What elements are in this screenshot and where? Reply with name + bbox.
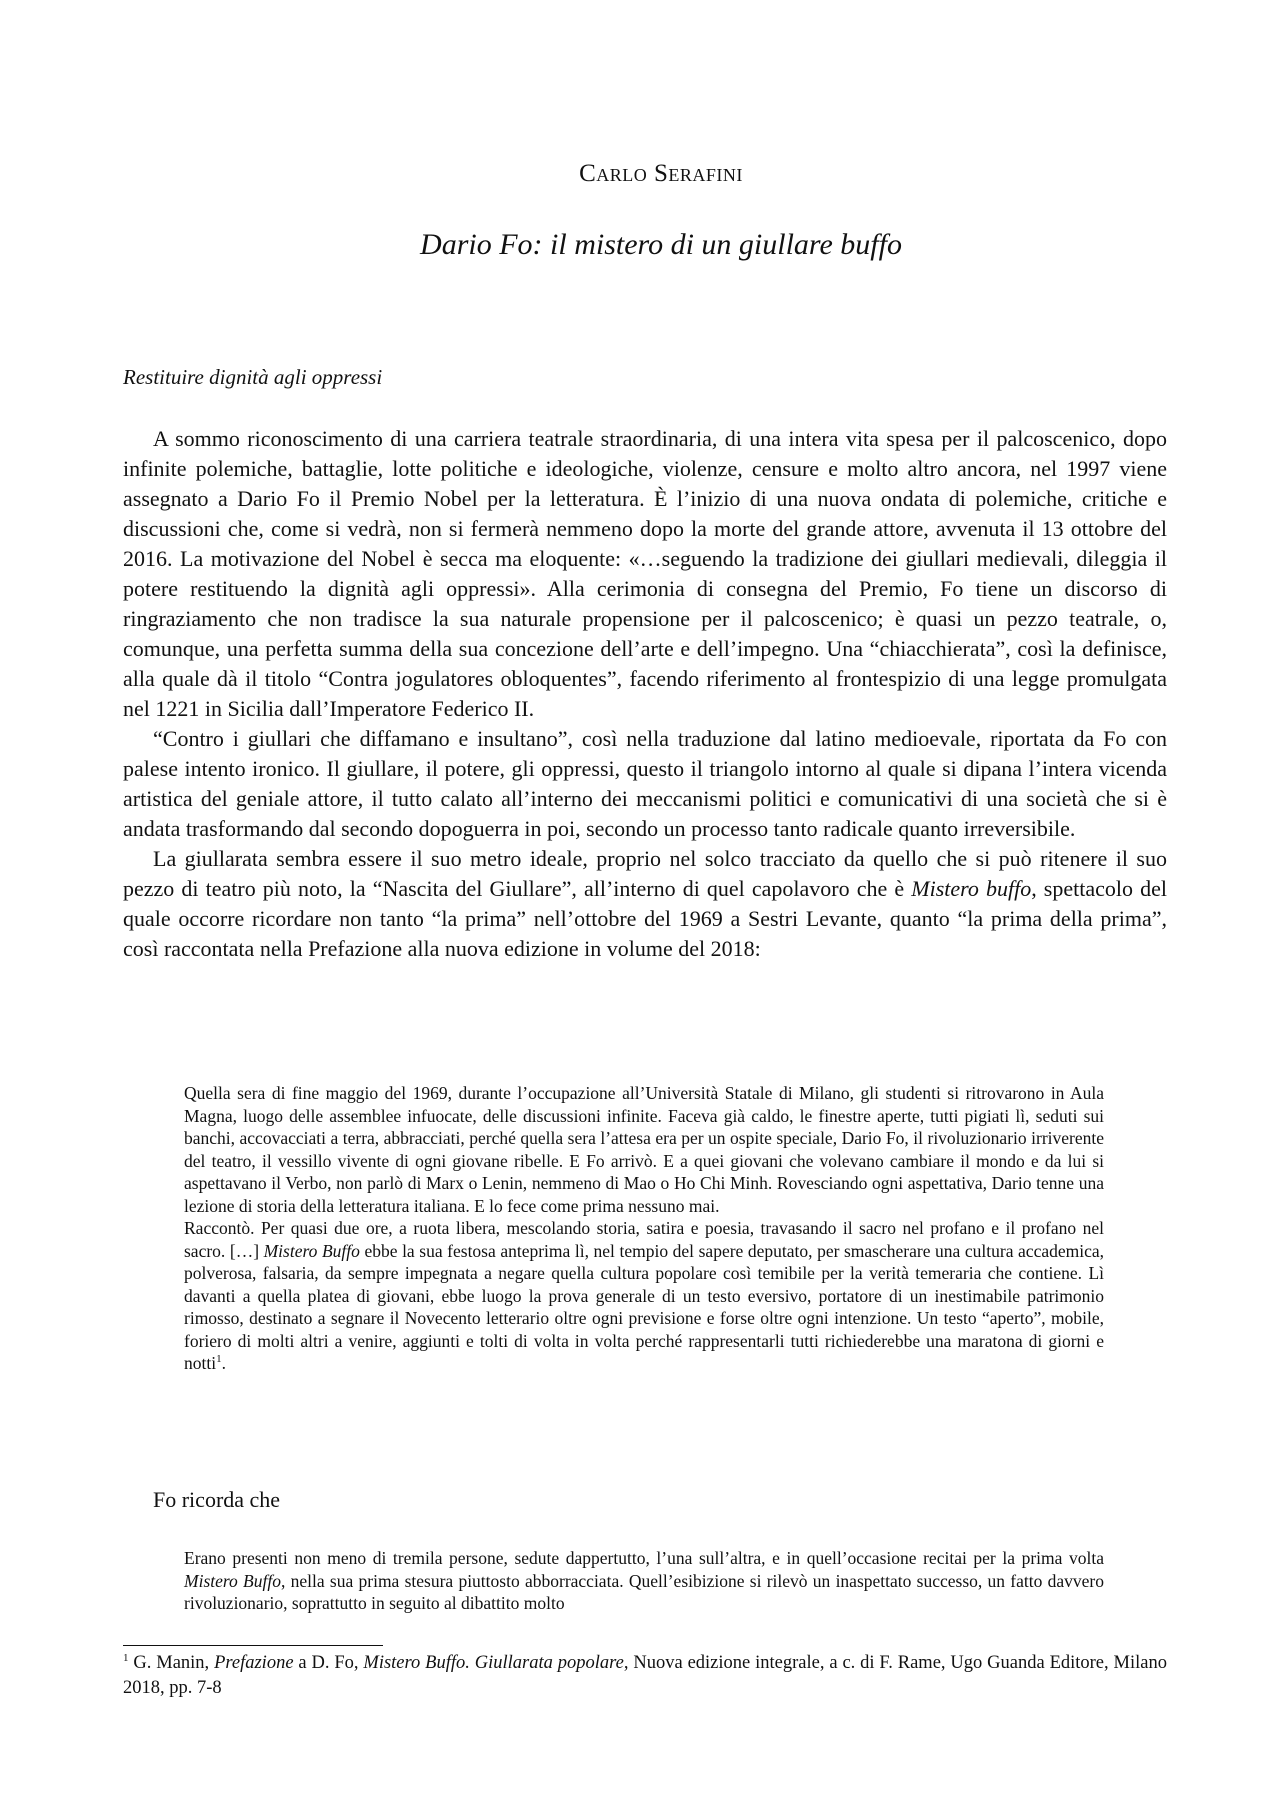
quote2-text-b: , nella sua prima stesura piuttosto abborracciata. Quell’esibizione si rilevò un inaspettato successo, un fatto davvero rivoluzionario, soprattutto in seguito al dibattito molto: [184, 1570, 1104, 1613]
footnote-italic-2: Mistero Buffo. Giullarata popolare: [363, 1653, 624, 1673]
footnote-italic-1: Prefazione: [214, 1653, 294, 1673]
lead-text: Fo ricorda che: [153, 1487, 281, 1512]
article-title: Dario Fo: il mistero di un giullare buffo: [420, 228, 902, 261]
quote-italic: Mistero Buffo: [263, 1240, 360, 1261]
footnote: [123, 1651, 1167, 1701]
paragraph-3-text-a: La giullarata sembra essere il suo metro ideale, proprio nel solco tracciato da quello che si può ritenere il suo pezzo di teatro più noto, la “Nascita del Giullare”, all’interno di quel capolavoro che è: [123, 846, 1167, 901]
block-quote-1-paragraph-1: Quella sera di fine maggio del 1969, durante l’occupazione all’Università Statale di Milano, gli studenti si ritrovarono in Aula Magna, luogo delle assemblee infuocate, delle discussioni infinite. Faceva già caldo, le finestre aperte, tutti pigiati lì, seduti sui banchi, accovacciati a terra, abbracciati, perché quella sera l’attesa era per un ospite speciale, Dario Fo, il rivoluzionario irriverente del teatro, il vessillo vivente di ogni giovane ribelle. E Fo arrivò. E a quei giovani che volevano cambiare il mondo e da lui si aspettavano il Verbo, non parlò di Marx o Lenin, nemmeno di Mao o Ho Chi Minh. Rovesciando ogni aspettativa, Dario tenne una lezione di storia della letteratura italiana. E lo fece come prima nessuno mai.: [184, 1083, 1104, 1216]
body-text: [123, 424, 1167, 964]
block-quote-1: [184, 1082, 1104, 1375]
footnote-text-c: , Nuova edizione integrale, a c. di F. Rame, Ugo Guanda Editore, Milano 2018, pp. 7-8: [123, 1653, 1167, 1698]
quote2-text-a: Erano presenti non meno di tremila persone, sedute dappertutto, l’una sull’altra, e in quell’occasione recitai per la prima volta: [184, 1548, 1104, 1568]
paragraph-3-text-b: , spettacolo del quale occorre ricordare non tanto “la prima” nell’ottobre del 1969 a Sestri Levante, quanto “la prima della prima”, così raccontata nella Prefazione alla nuova edizione in volume del 2018:: [123, 876, 1167, 961]
footnote-mark: 1: [123, 1651, 129, 1664]
section-heading: Restituire dignità agli oppressi: [123, 365, 383, 389]
quote-text-a: Raccontò. Per quasi due ore, a ruota libera, mescolando storia, satira e poesia, travasando il sacro nel profano e il profano nel sacro. […]: [184, 1218, 1104, 1261]
block-quote-1-paragraph-2: [184, 1217, 1104, 1375]
author-name: Carlo Serafini: [579, 160, 743, 187]
block-quote-2: [184, 1547, 1104, 1615]
paragraph-1: A sommo riconoscimento di una carriera teatrale straordinaria, di una intera vita spesa per il palcoscenico, dopo infinite polemiche, battaglie, lotte politiche e ideologiche, violenze, censure e molto altro ancora, nel 1997 viene assegnato a Dario Fo il Premio Nobel per la letteratura. È l’inizio di una nuova ondata di polemiche, critiche e discussioni che, come si vedrà, non si fermerà nemmeno dopo la morte del grande attore, avvenuta il 13 ottobre del 2016. La motivazione del Nobel è secca ma eloquente: «…seguendo la tradizione dei giullari medievali, dileggia il potere restituendo la dignità agli oppressi». Alla cerimonia di consegna del Premio, Fo tiene un discorso di ringraziamento che non tradisce la sua naturale propensione per il palcoscenico; è quasi un pezzo teatrale, o, comunque, una perfetta summa della sua concezione dell’arte e dell’impegno. Una “chiacchierata”, così la definisce, alla quale dà il titolo “Contra jogulatores obloquentes”, facendo riferimento al frontespizio di una legge promulgata nel 1221 in Sicilia dall’Imperatore Federico II.: [123, 426, 1167, 721]
quote-text-b: ebbe la sua festosa anteprima lì, nel tempio del sapere deputato, per smascherare una cultura accademica, polverosa, falsaria, da sempre impegnata a negare quella cultura popolare così temibile per la verità temeraria che contiene. Lì davanti a quella platea di giovani, ebbe luogo la prova generale di un testo eversivo, portatore di un inestimabile patrimonio rimosso, destinato a segnare il Novecento letterario oltre ogni previsione e forse oltre ogni intenzione. Un testo “aperto”, mobile, foriero di molti altri a venire, aggiunti e tolti di volta in volta perché rappresentarli tutti richiederebbe una maratona di giorni e notti: [184, 1240, 1105, 1373]
quote2-italic: Mistero Buffo: [184, 1570, 281, 1591]
footnote-text-b: a D. Fo,: [293, 1653, 364, 1673]
quote-end: .: [221, 1353, 226, 1373]
footnote-divider: [123, 1645, 383, 1646]
footnote-reference[interactable]: 1: [216, 1353, 222, 1366]
block-quote-2-paragraph: [184, 1547, 1104, 1615]
paragraph-3: [123, 844, 1167, 964]
footnote-text-a: G. Manin,: [128, 1653, 215, 1673]
paragraph-3-italic: Mistero buffo: [911, 876, 1032, 901]
paragraph-2: “Contro i giullari che diffamano e insultano”, così nella traduzione dal latino medioevale, riportata da Fo con palese intento ironico. Il giullare, il potere, gli oppressi, questo il triangolo intorno al quale si dipana l’intera vicenda artistica del geniale attore, il tutto calato all’interno dei meccanismi politici e comunicativi di una società che si è andata trasformando dal secondo dopoguerra in poi, secondo un processo tanto radicale quanto irreversibile.: [123, 726, 1167, 841]
